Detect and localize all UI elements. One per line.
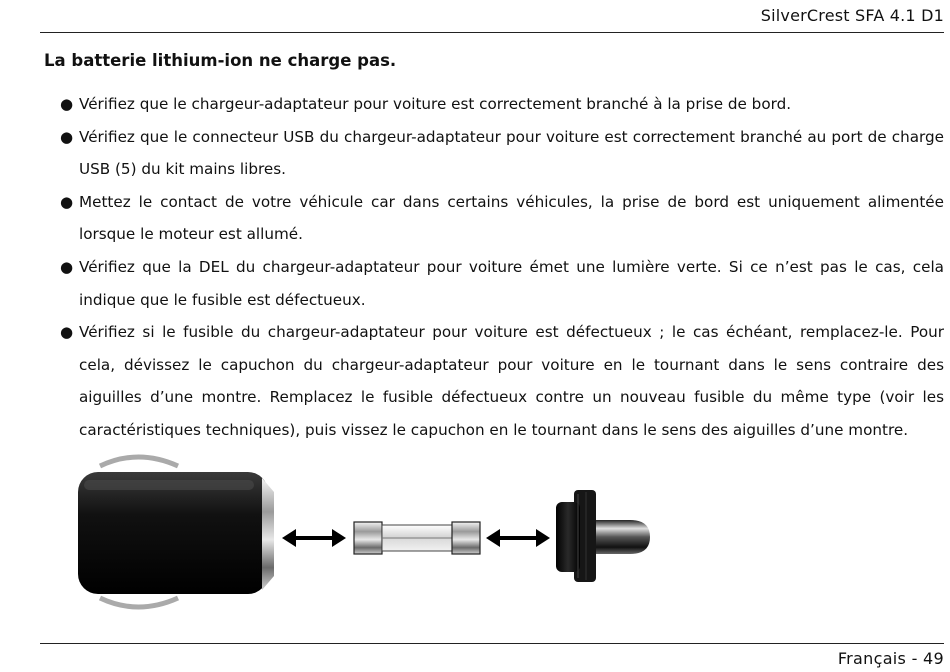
fuse-image	[354, 522, 480, 554]
list-item-text: Mettez le contact de votre véhicule car dans certains véhicules, la prise de bord est uniquement alimentée lorsque le moteur est allumé.	[79, 192, 944, 244]
page-number: Français - 49	[837, 649, 944, 668]
bullet-icon: ●	[60, 323, 74, 342]
list-item-text: Vérifiez si le fusible du chargeur-adaptateur pour voiture est défectueux ; le cas échéant, remplacez-le. Pour cela, dévissez le capuchon du chargeur-adaptateur pour voiture en le tournant dans le sens contraire des aiguilles d’une montre. Remplacez le fusible défectueux contre un nouveau fusible du même type (voir les caractéristiques techniques), puis vissez le capuchon en le tournant dans le sens des aiguilles d’une montre.	[79, 323, 944, 439]
footer-rule	[40, 643, 944, 644]
bullet-icon: ●	[60, 192, 74, 211]
fuse-diagram	[78, 452, 678, 612]
section-title: La batterie lithium-ion ne charge pas.	[44, 51, 397, 70]
list-item-text: Vérifiez que la DEL du chargeur-adaptateur pour voiture émet une lumière verte. Si ce n’est pas le cas, cela indique que le fusible est défectueux.	[79, 257, 944, 309]
bullet-icon: ●	[60, 127, 74, 146]
adapter-cap-image	[556, 490, 650, 582]
list-item	[60, 121, 944, 186]
list-item-text: Vérifiez que le chargeur-adaptateur pour voiture est correctement branché à la prise de bord.	[79, 95, 792, 113]
double-arrow-icon	[282, 529, 346, 547]
bullet-icon: ●	[60, 257, 74, 276]
list-item	[60, 186, 944, 251]
list-item-text: Vérifiez que le connecteur USB du chargeur-adaptateur pour voiture est correctement branché au port de charge USB (5) du kit mains libres.	[79, 127, 944, 179]
list-item	[60, 251, 944, 316]
fuse-replacement-illustration	[78, 452, 678, 612]
list-item	[60, 316, 944, 446]
list-item	[60, 88, 944, 121]
header-model-name: SilverCrest SFA 4.1 D1	[760, 6, 944, 25]
car-adapter-body	[78, 457, 274, 607]
instruction-list	[60, 88, 944, 447]
double-arrow-icon	[486, 529, 550, 547]
bullet-icon: ●	[60, 95, 74, 113]
header-rule	[40, 32, 944, 33]
